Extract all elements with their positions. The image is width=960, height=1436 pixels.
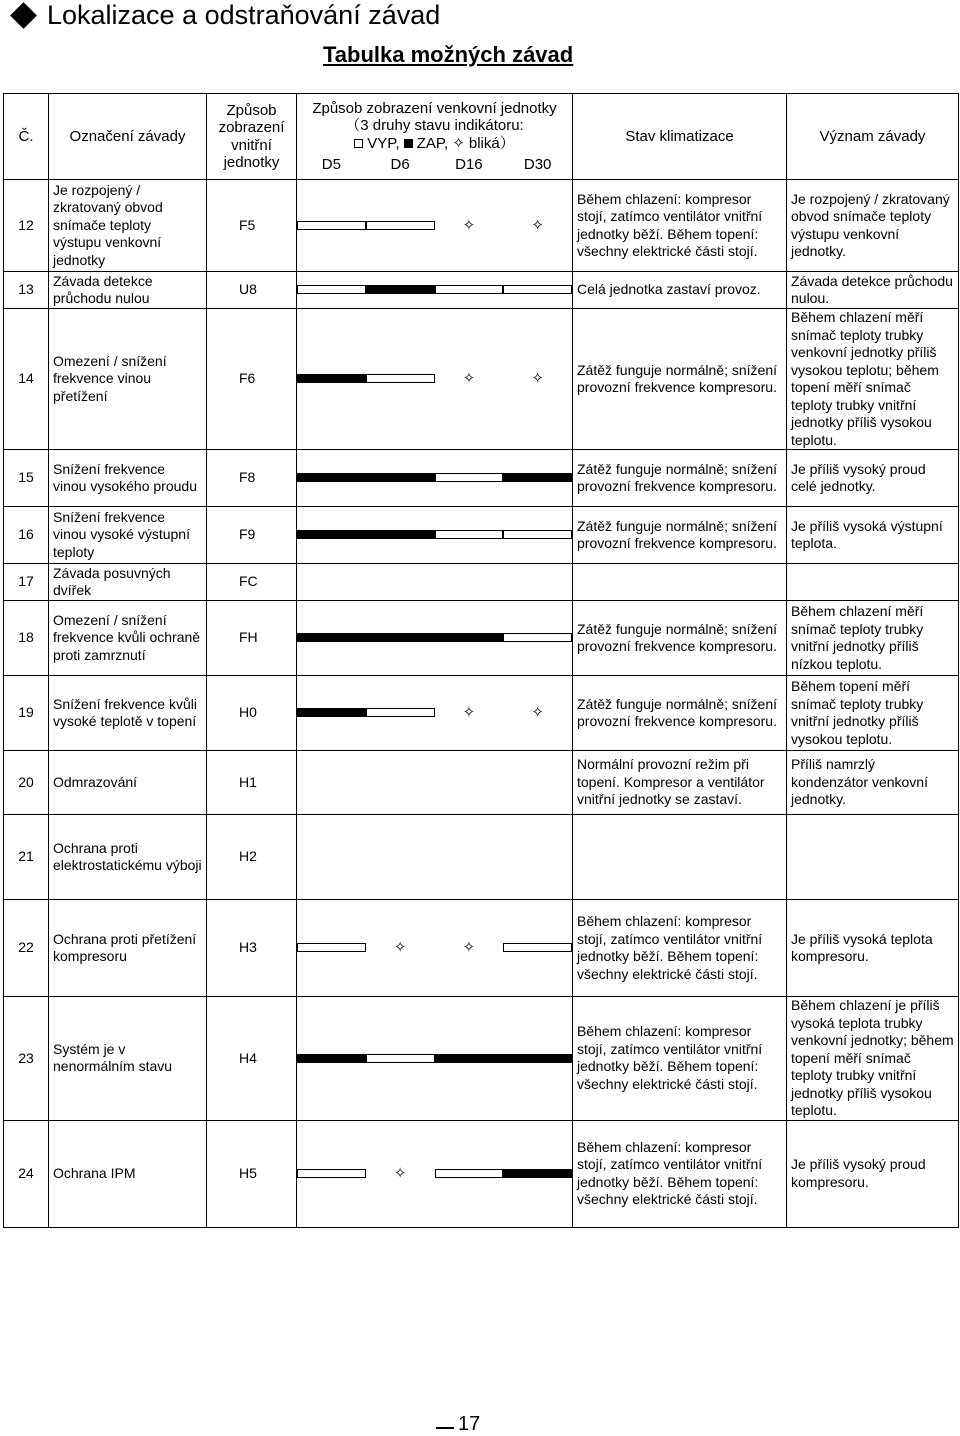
off-square-icon <box>297 943 366 952</box>
on-square-icon <box>404 139 413 148</box>
header-d16: D16 <box>455 155 483 173</box>
indicator-d16 <box>435 940 504 955</box>
indicator-d6 <box>366 371 435 386</box>
header-state: Stav klimatizace <box>573 94 787 180</box>
fault-number: 20 <box>4 751 49 815</box>
header-d30: D30 <box>523 155 552 173</box>
table-row <box>4 1120 959 1227</box>
fault-number: 24 <box>4 1120 49 1227</box>
fault-meaning: Je příliš vysoký proud celé jednotky. <box>787 450 959 507</box>
off-square-icon <box>435 473 504 482</box>
off-square-icon <box>297 285 366 294</box>
fault-meaning: Příliš namrzlý kondenzátor venkovní jednotky. <box>787 751 959 815</box>
fault-name: Odmrazování <box>49 751 207 815</box>
indicator-d30 <box>503 530 572 539</box>
on-square-icon <box>366 285 435 294</box>
indoor-code: H5 <box>207 1120 297 1227</box>
off-square-icon <box>366 221 435 230</box>
table-row <box>4 815 959 900</box>
off-square-icon <box>435 530 504 539</box>
indicator-d6 <box>366 285 435 294</box>
indicator-d5 <box>297 285 366 294</box>
off-square-icon <box>354 139 363 148</box>
on-square-icon <box>435 633 504 642</box>
indicator-d30 <box>503 940 572 955</box>
fault-meaning <box>787 564 959 601</box>
page-number-text: 17 <box>458 1413 481 1435</box>
indicator-d30 <box>503 473 572 482</box>
ac-state <box>573 564 787 601</box>
indicator-d5 <box>297 530 366 539</box>
indicator-d6 <box>366 473 435 482</box>
on-square-icon <box>297 473 366 482</box>
table-header-row <box>4 94 959 180</box>
table-subtitle: Tabulka možných závad <box>323 42 574 67</box>
page-title <box>8 0 440 31</box>
fault-meaning: Je příliš vysoký proud kompresoru. <box>787 1120 959 1227</box>
blink-star-icon: ✧ <box>462 939 476 957</box>
indicator-d16 <box>435 705 504 720</box>
fault-number: 16 <box>4 507 49 564</box>
table-row <box>4 272 959 309</box>
on-square-icon <box>366 633 435 642</box>
indoor-code: H4 <box>207 997 297 1121</box>
indicator-d5 <box>297 705 366 720</box>
fault-name: Závada detekce průchodu nulou <box>49 272 207 309</box>
indicator-d5 <box>297 371 366 386</box>
on-square-icon <box>503 1169 572 1178</box>
indicator-d6 <box>366 1054 435 1063</box>
indoor-code: H1 <box>207 751 297 815</box>
fault-name: Omezení / snížení frekvence kvůli ochraně proti zamrznutí <box>49 601 207 676</box>
blink-star-icon: ✧ <box>462 370 476 388</box>
fault-number: 19 <box>4 676 49 751</box>
indicator-d5 <box>297 1054 366 1063</box>
fault-name: Systém je v nenormálním stavu <box>49 997 207 1121</box>
indicator-d6 <box>366 530 435 539</box>
blink-star-icon: ✧ <box>531 704 544 722</box>
fault-name: Snížení frekvence vinou vysoké výstupní teploty <box>49 507 207 564</box>
fault-table <box>3 93 959 1228</box>
outdoor-indicators <box>297 676 573 751</box>
indicator-d30 <box>503 1054 572 1063</box>
off-square-icon <box>366 1054 435 1063</box>
indoor-code: F5 <box>207 180 297 272</box>
off-square-icon <box>297 1169 366 1178</box>
blink-star-icon: ✧ <box>531 216 544 234</box>
off-square-icon <box>297 221 366 230</box>
indicator-d30 <box>503 285 572 294</box>
header-indicator-labels <box>297 156 572 174</box>
fault-meaning: Je příliš vysoká výstupní teplota. <box>787 507 959 564</box>
header-outdoor-line2: （3 druhy stavu indikátoru: <box>345 117 524 135</box>
ac-state: Během chlazení: kompresor stojí, zatímco ventilátor vnitřní jednotky běží. Během topení: všechny elektrické části stojí. <box>573 1120 787 1227</box>
outdoor-indicators <box>297 601 573 676</box>
ac-state: Normální provozní režim při topení. Kompresor a ventilátor vnitřní jednotky se zastaví. <box>573 751 787 815</box>
table-row <box>4 180 959 272</box>
header-no: Č. <box>4 94 49 180</box>
indicator-d16 <box>435 1054 504 1063</box>
indoor-code: U8 <box>207 272 297 309</box>
outdoor-indicators <box>297 309 573 450</box>
blink-star-icon: ✧ <box>393 939 407 957</box>
fault-meaning: Během chlazení měří snímač teploty trubky venkovní jednotky příliš vysokou teplotu; během topení měří snímač teploty trubky vnitřní jednotky příliš vysokou teplotu. <box>787 309 959 450</box>
outdoor-indicators <box>297 450 573 507</box>
off-square-icon <box>503 943 572 952</box>
off-square-icon <box>503 633 572 642</box>
indicator-d6 <box>366 940 435 955</box>
fault-number: 14 <box>4 309 49 450</box>
fault-name: Ochrana IPM <box>49 1120 207 1227</box>
table-row <box>4 601 959 676</box>
table-row <box>4 900 959 997</box>
fault-number: 12 <box>4 180 49 272</box>
header-indoor: Způsob zobrazení vnitřní jednotky <box>207 94 297 180</box>
page-number-dash <box>436 1427 454 1429</box>
fault-name: Snížení frekvence kvůli vysoké teplotě v topení <box>49 676 207 751</box>
on-square-icon <box>503 1054 572 1063</box>
fault-name: Je rozpojený / zkratovaný obvod snímače teploty výstupu venkovní jednotky <box>49 180 207 272</box>
ac-state: Během chlazení: kompresor stojí, zatímco ventilátor vnitřní jednotky běží. Během topení: všechny elektrické části stojí. <box>573 180 787 272</box>
indicator-d30 <box>503 705 572 720</box>
fault-meaning: Závada detekce průchodu nulou. <box>787 272 959 309</box>
indicator-d30 <box>503 1166 572 1181</box>
ac-state: Zátěž funguje normálně; snížení provozní frekvence kompresoru. <box>573 676 787 751</box>
indicator-d6 <box>366 218 435 233</box>
outdoor-indicators <box>297 180 573 272</box>
indicator-d16 <box>435 218 504 233</box>
indicator-d6 <box>366 705 435 720</box>
on-square-icon <box>297 708 366 717</box>
fault-number: 13 <box>4 272 49 309</box>
indicator-d16 <box>435 633 504 642</box>
indoor-code: F6 <box>207 309 297 450</box>
indoor-code: FH <box>207 601 297 676</box>
indicator-d5 <box>297 633 366 642</box>
legend-on-label: ZAP, <box>416 134 449 152</box>
outdoor-indicators <box>297 1120 573 1227</box>
indicator-d5 <box>297 1166 366 1181</box>
fault-meaning: Je rozpojený / zkratovaný obvod snímače teploty výstupu venkovní jednotky. <box>787 180 959 272</box>
indicator-d16 <box>435 473 504 482</box>
off-square-icon <box>435 285 504 294</box>
fault-meaning: Během topení měří snímač teploty trubky vnitřní jednotky příliš vysokou teplotu. <box>787 676 959 751</box>
indicator-d30 <box>503 218 572 233</box>
ac-state: Celá jednotka zastaví provoz. <box>573 272 787 309</box>
fault-meaning: Během chlazení měří snímač teploty trubky vnitřní jednotky příliš nízkou teplotu. <box>787 601 959 676</box>
diamond-bullet-icon <box>10 2 37 29</box>
on-square-icon <box>297 633 366 642</box>
off-square-icon <box>435 1169 504 1178</box>
off-square-icon <box>503 530 572 539</box>
fault-name: Omezení / snížení frekvence vinou přetížení <box>49 309 207 450</box>
outdoor-indicators <box>297 507 573 564</box>
blink-star-icon: ✧ <box>462 704 476 722</box>
page-number <box>436 1413 480 1436</box>
indoor-code: H0 <box>207 676 297 751</box>
page-title-text: Lokalizace a odstraňování závad <box>47 0 441 30</box>
off-square-icon <box>503 285 572 294</box>
indicator-d16 <box>435 530 504 539</box>
fault-name: Ochrana proti přetížení kompresoru <box>49 900 207 997</box>
header-outdoor <box>297 94 573 180</box>
on-square-icon <box>366 473 435 482</box>
indicator-d30 <box>503 633 572 642</box>
table-row <box>4 309 959 450</box>
indoor-code: H3 <box>207 900 297 997</box>
ac-state: Zátěž funguje normálně; snížení provozní frekvence kompresoru. <box>573 507 787 564</box>
header-fault: Označení závady <box>49 94 207 180</box>
on-square-icon <box>366 530 435 539</box>
on-square-icon <box>503 473 572 482</box>
fault-number: 22 <box>4 900 49 997</box>
outdoor-indicators <box>297 815 573 900</box>
blink-star-icon: ✧ <box>531 370 544 388</box>
indoor-code: F9 <box>207 507 297 564</box>
outdoor-indicators <box>297 564 573 601</box>
outdoor-indicators <box>297 272 573 309</box>
table-row <box>4 507 959 564</box>
blink-star-icon: ✧ <box>393 1164 407 1182</box>
table-row <box>4 564 959 601</box>
indoor-code: F8 <box>207 450 297 507</box>
fault-number: 17 <box>4 564 49 601</box>
ac-state: Během chlazení: kompresor stojí, zatímco ventilátor vnitřní jednotky běží. Během topení: všechny elektrické části stojí. <box>573 997 787 1121</box>
header-outdoor-legend <box>297 135 572 153</box>
indicator-d5 <box>297 218 366 233</box>
blink-star-icon: ✧ <box>462 216 476 234</box>
table-row <box>4 676 959 751</box>
indoor-code: FC <box>207 564 297 601</box>
outdoor-indicators <box>297 997 573 1121</box>
blink-star-icon: ✧ <box>452 135 465 153</box>
off-square-icon <box>366 374 435 383</box>
header-d6: D6 <box>390 155 410 173</box>
fault-meaning: Je příliš vysoká teplota kompresoru. <box>787 900 959 997</box>
table-row <box>4 450 959 507</box>
indicator-d6 <box>366 1166 435 1181</box>
indicator-d5 <box>297 940 366 955</box>
indicator-d16 <box>435 285 504 294</box>
fault-name: Snížení frekvence vinou vysokého proudu <box>49 450 207 507</box>
legend-off-label: VYP, <box>367 134 400 152</box>
indoor-code: H2 <box>207 815 297 900</box>
header-d5: D5 <box>321 155 341 173</box>
ac-state <box>573 815 787 900</box>
off-square-icon <box>366 708 435 717</box>
indicator-d5 <box>297 473 366 482</box>
fault-name: Závada posuvných dvířek <box>49 564 207 601</box>
on-square-icon <box>297 530 366 539</box>
indicator-d16 <box>435 1166 504 1181</box>
ac-state: Zátěž funguje normálně; snížení provozní frekvence kompresoru. <box>573 601 787 676</box>
table-row <box>4 997 959 1121</box>
ac-state: Zátěž funguje normálně; snížení provozní frekvence kompresoru. <box>573 450 787 507</box>
header-outdoor-line1: Způsob zobrazení venkovní jednotky <box>312 99 557 117</box>
fault-number: 15 <box>4 450 49 507</box>
on-square-icon <box>297 1054 366 1063</box>
ac-state: Během chlazení: kompresor stojí, zatímco ventilátor vnitřní jednotky běží. Během topení: všechny elektrické části stojí. <box>573 900 787 997</box>
legend-blink-label: bliká） <box>468 134 515 152</box>
fault-meaning: Během chlazení je příliš vysoká teplota trubky venkovní jednotky; během topení měří snímač teploty trubky vnitřní jednotky příliš vysokou teplotu. <box>787 997 959 1121</box>
header-meaning: Význam závady <box>787 94 959 180</box>
outdoor-indicators <box>297 751 573 815</box>
fault-number: 21 <box>4 815 49 900</box>
indicator-d16 <box>435 371 504 386</box>
on-square-icon <box>297 374 366 383</box>
indicator-d6 <box>366 633 435 642</box>
outdoor-indicators <box>297 900 573 997</box>
ac-state: Zátěž funguje normálně; snížení provozní frekvence kompresoru. <box>573 309 787 450</box>
indicator-d30 <box>503 371 572 386</box>
on-square-icon <box>435 1054 504 1063</box>
fault-number: 23 <box>4 997 49 1121</box>
fault-name: Ochrana proti elektrostatickému výboji <box>49 815 207 900</box>
fault-number: 18 <box>4 601 49 676</box>
table-row <box>4 751 959 815</box>
fault-meaning <box>787 815 959 900</box>
